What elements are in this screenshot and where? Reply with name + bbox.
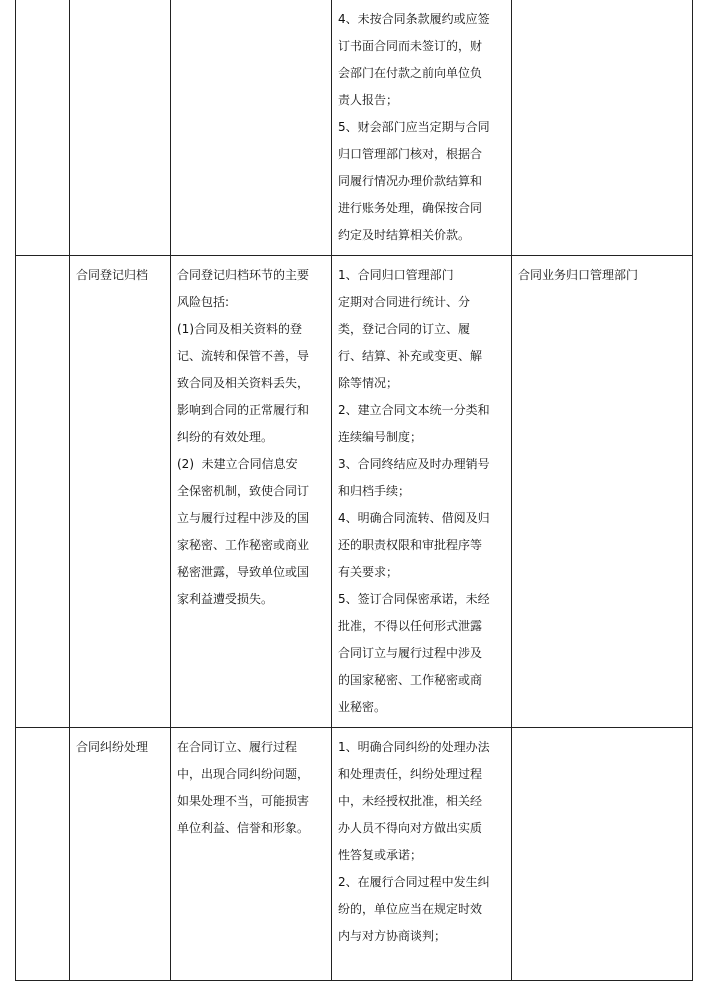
- risk-description-cell: 在合同订立、履行过程 中，出现合同纠纷问题， 如果处理不当，可能损害 单位利益、信誉和形象。: [171, 728, 332, 981]
- table-row: [16, 0, 693, 256]
- responsible-department-cell: 合同业务归口管理部门: [512, 256, 693, 728]
- responsible-department-cell: [512, 0, 693, 256]
- control-measures-cell: 4、未按合同条款履约或应签 订书面合同而未签订的，财 会部门在付款之前向单位负 责人报告； 5、财会部门应当定期与合同 归口管理部门核对，根据合 同履行情况办理价款结算和 进行账务处理，确保按合同 约定及时结算相关价款。: [332, 0, 512, 256]
- business-item-cell: [70, 0, 171, 256]
- responsible-department-cell: [512, 728, 693, 981]
- blank-cell: [16, 0, 70, 256]
- business-item-cell: 合同登记归档: [70, 256, 171, 728]
- risk-description-cell: 合同登记归档环节的主要 风险包括: (1)合同及相关资料的登 记、流转和保管不善，导 致合同及相关资料丢失， 影响到合同的正常履行和 纠纷的有效处理。 (2) 未建立合同信息安 全保密机制，致使合同订 立与履行过程中涉及的国 家秘密、工作秘密或商业 秘密泄露，导致单位或国 家利益遭受损失。: [171, 256, 332, 728]
- control-measures-cell: 1、合同归口管理部门 定期对合同进行统计、分 类，登记合同的订立、履 行、结算、补充或变更、解 除等情况； 2、建立合同文本统一分类和 连续编号制度； 3、合同终结应及时办理销号 和归档手续； 4、明确合同流转、借阅及归 还的职责权限和审批程序等 有关要求； 5、签订合同保密承诺，未经 批准，不得以任何形式泄露 合同订立与履行过程中涉及 的国家秘密、工作秘密或商 业秘密。: [332, 256, 512, 728]
- control-measures-cell: 1、明确合同纠纷的处理办法 和处理责任，纠纷处理过程 中，未经授权批准，相关经 办人员不得向对方做出实质 性答复或承诺； 2、在履行合同过程中发生纠 纷的，单位应当在规定时效 内与对方协商谈判；: [332, 728, 512, 981]
- blank-cell: [16, 256, 70, 728]
- risk-description-cell: [171, 0, 332, 256]
- business-item-cell: 合同纠纷处理: [70, 728, 171, 981]
- table-row: [16, 256, 693, 728]
- table-row: [16, 728, 693, 981]
- blank-cell: [16, 728, 70, 981]
- contract-control-table: [15, 0, 693, 981]
